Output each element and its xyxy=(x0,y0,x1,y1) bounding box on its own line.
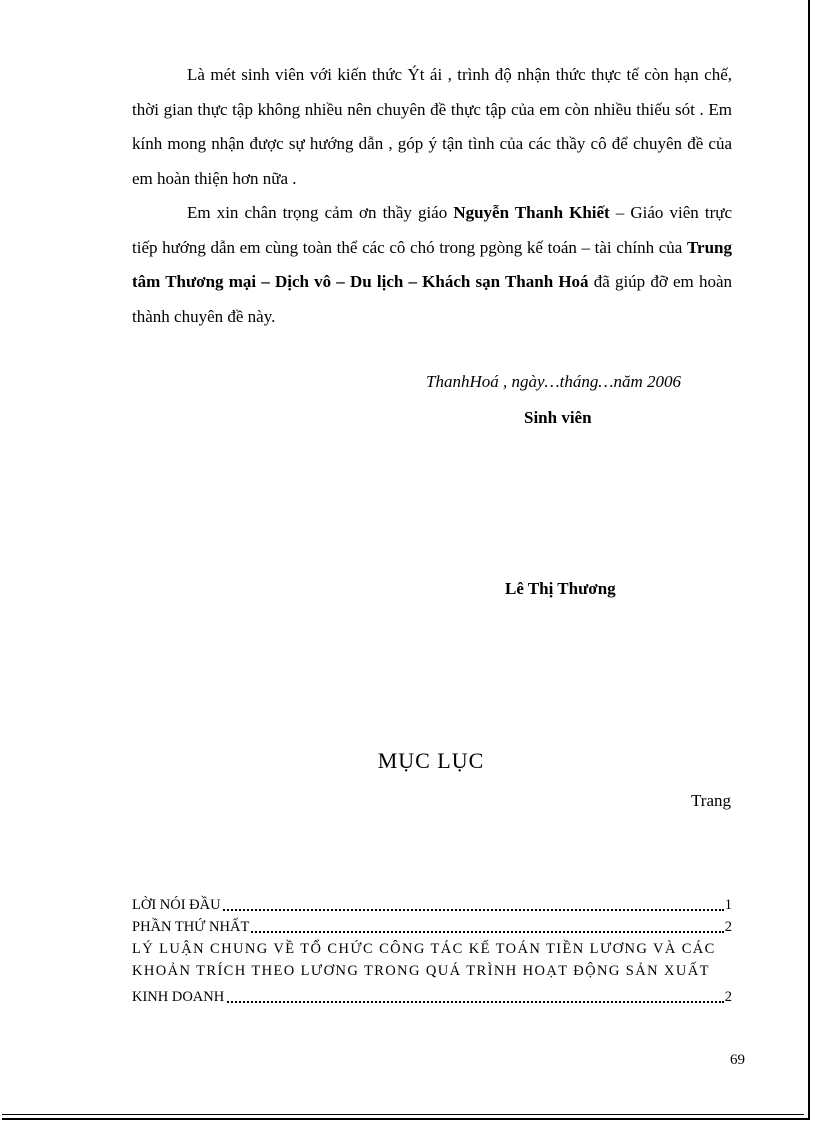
toc-entry-part-one[interactable] xyxy=(132,916,732,938)
toc-entry-page: 1 xyxy=(724,894,732,916)
toc-entry-label: KINH DOANH xyxy=(132,989,225,1005)
toc-entry-label: LỜI NÓI ĐẦU xyxy=(132,897,221,913)
paragraph-acknowledgement-1: Là mét sinh viên với kiến thức Ýt ái , trình độ nhận thức thực tế còn hạn chế, thời gian thực tập không nhiều nên chuyên đề thực tập của em còn nhiều thiếu sót . Em kính mong nhận được sự hướng dẫn , góp ý tận tình của các thầy cô để chuyên đề của em hoàn thiện hơn nữa . xyxy=(132,65,732,188)
paragraph-text-c: đã giúp đỡ em hoàn thành chuyên đề này. xyxy=(132,272,732,326)
paragraph-text-b: – Giáo viên trực tiếp hướng dẫn em cùng toàn thể các cô chó trong pgòng kế toán – tài chính của xyxy=(132,203,733,257)
paragraph-text-a: Em xin chân trọng cảm ơn thầy giáo xyxy=(187,203,454,222)
teacher-name: Nguyễn Thanh Khiết xyxy=(453,203,610,222)
toc-entry-page: 2 xyxy=(724,916,732,938)
page-number: 69 xyxy=(730,1052,745,1068)
toc-entry-intro[interactable] xyxy=(132,894,732,916)
toc-entry-label: PHẦN THỨ NHẤT xyxy=(132,919,250,935)
toc-heading-line-2: KHOẢN TRÍCH THEO LƯƠNG TRONG QUÁ TRÌNH HOẠT ĐỘNG SẢN XUẤT xyxy=(132,963,710,979)
page-border-bottom-inner xyxy=(2,1114,804,1115)
toc-page-column-header: Trang xyxy=(691,791,731,810)
toc-entry-chapter-heading[interactable] xyxy=(132,986,732,1008)
toc-heading-line-1: LÝ LUẬN CHUNG VỀ TỔ CHỨC CÔNG TÁC KẾ TOÁN TIỀN LƯƠNG VÀ CÁC xyxy=(132,941,716,957)
toc-title: MỤC LỤC xyxy=(377,748,485,773)
table-of-contents xyxy=(132,894,732,1008)
toc-entry-page: 2 xyxy=(724,986,732,1008)
page-border-right-inner xyxy=(809,0,810,1114)
paragraph-acknowledgement-2 xyxy=(132,196,732,334)
signer-title: Sinh viên xyxy=(524,408,592,427)
date-line: ThanhHoá , ngày…tháng…năm 2006 xyxy=(426,372,682,391)
organization-name: Trung tâm Thương mại – Dịch vô – Du lịch – Khách sạn Thanh Hoá xyxy=(132,237,732,291)
signer-name: Lê Thị Thương xyxy=(505,579,616,598)
